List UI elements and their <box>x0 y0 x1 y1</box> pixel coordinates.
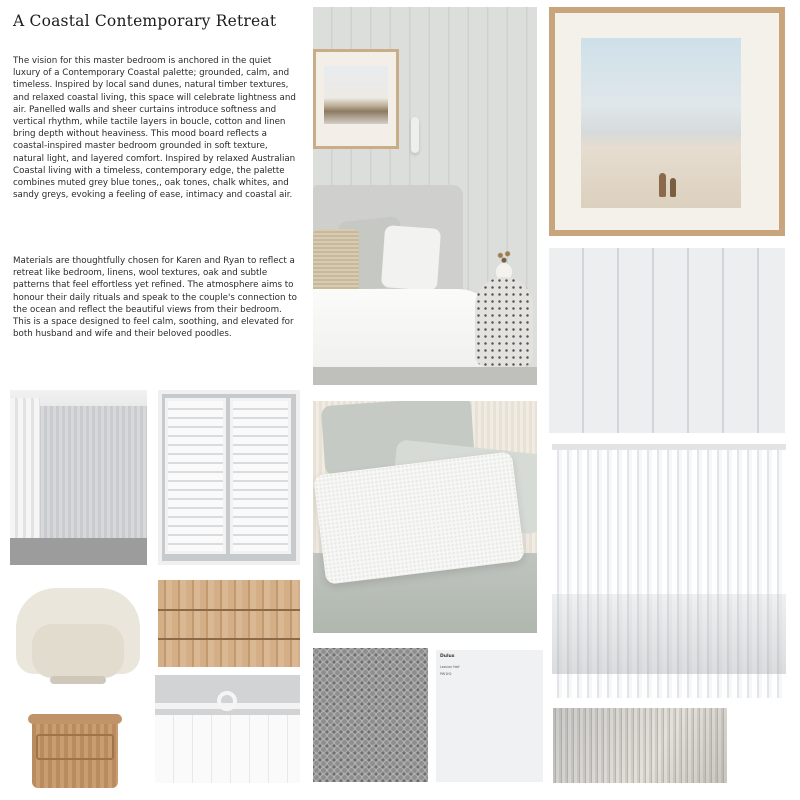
rug-shading <box>553 708 727 783</box>
wall-art-frame <box>313 49 399 149</box>
oak-side-table-image <box>22 712 128 792</box>
vision-paragraph: The vision for this master bedroom is anchored in the quiet luxury of a Contemporary Coastal palette; grounded, calm, and timeless. Inspired by local sand dunes, natural timber textures, and relaxed coastal living, this space will celebrate lightness and air. Panelled walls and sheer curtains introduce softness and vertical rhythm, while tactile layers in boucle, cotton and linen bring depth without heaviness. This mood board reflects a coastal-inspired master bedroom grounded in soft texture, natural light, and layered comfort. Inspired by relaxed Australian Coastal living with a timeless, contemporary edge, the palette combines muted grey blue tones,, oak tones, chalk whites, and sandy greys, evoking a feeling of ease, intimacy and coastal air. <box>13 56 296 201</box>
materials-paragraph: Materials are thoughtfully chosen for Karen and Ryan to reflect a retreat like bedroom, linens, wool textures, oak and subtle patterns that feel effortless yet refined. The atmosphere aims to honour their daily rituals and speak to the couple's connection to the ocean and reflect the beautiful views from their bedroom. This is a space designed to feel calm, soothing, and elevated for both husband and wife and their beloved poodles. <box>13 256 297 340</box>
bed-linen-closeup-image <box>313 401 537 633</box>
textured-rug-image <box>553 708 727 783</box>
paint-brand: Dulux <box>440 654 455 659</box>
bedroom-scene-image <box>313 7 537 385</box>
beach-print <box>581 38 741 208</box>
barn-door-roller <box>217 691 237 711</box>
white-sideboard-image <box>155 675 300 783</box>
shutter-leaf-left <box>165 398 226 554</box>
white-pillow <box>381 225 441 291</box>
drawer-gap <box>158 609 300 611</box>
paint-colour-code: PW1H2 <box>440 672 452 676</box>
window-view <box>552 594 786 674</box>
sheer-curtain <box>10 398 40 548</box>
drawer-gap <box>158 638 300 640</box>
sheer-vertical-blinds-image <box>552 444 786 698</box>
striped-wall <box>32 406 147 538</box>
white-cabinet <box>155 715 300 783</box>
frame-mat <box>555 13 779 230</box>
sheer-curtain-room-image <box>10 390 147 565</box>
paint-swatch-card <box>436 650 543 782</box>
plantation-shutters-image <box>158 390 300 565</box>
chair-base <box>50 676 106 684</box>
oak-grain <box>158 580 300 667</box>
paint-colour-name: Lexicon Half <box>440 665 460 669</box>
table-drawer <box>36 734 114 760</box>
wall-sconce <box>411 117 419 153</box>
carpet-floor <box>313 367 537 385</box>
wool-carpet-sample-image <box>313 648 428 782</box>
vj-panel-wall-image <box>549 248 785 433</box>
grey-carpet <box>10 538 147 565</box>
chair-seat <box>32 624 124 678</box>
kangaroo-figure <box>670 178 676 197</box>
shutter-leaf-right <box>230 398 291 554</box>
boucle-swivel-chair-image <box>10 580 147 700</box>
kangaroo-figure <box>659 173 666 197</box>
framed-kangaroo-art-image <box>549 7 785 236</box>
terrazzo-nightstand <box>475 277 533 367</box>
board-title: A Coastal Contemporary Retreat <box>13 12 277 30</box>
wall-art-print <box>324 66 388 124</box>
table-top <box>28 714 122 724</box>
oak-drawers-image <box>158 580 300 667</box>
